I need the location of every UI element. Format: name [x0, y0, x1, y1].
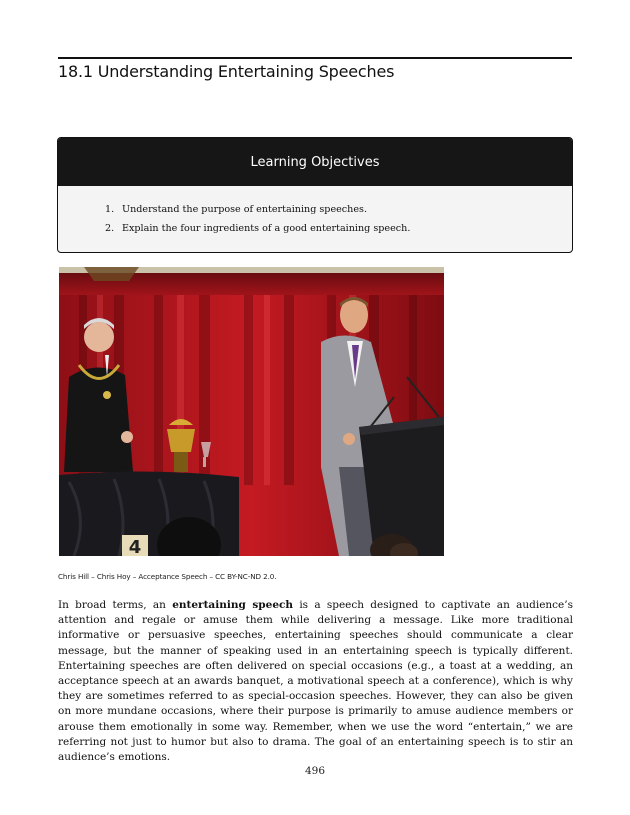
photo-caption: Chris Hill – Chris Hoy – Acceptance Speech – CC BY-NC-ND 2.0. [58, 572, 277, 581]
speech-photo [59, 267, 444, 556]
list-item [105, 200, 572, 219]
body-intro: In broad terms, an [58, 599, 173, 611]
list-item-number: 1. [105, 204, 115, 215]
lectern [359, 417, 444, 556]
list-item [105, 219, 572, 238]
key-term: entertaining speech [172, 599, 294, 611]
table-number: 4 [128, 537, 142, 556]
section-title: 18.1 Understanding Entertaining Speeches [58, 62, 395, 81]
learning-objectives-heading: Learning Objectives [58, 138, 572, 186]
top-rule [58, 57, 572, 59]
learning-objectives-list [58, 186, 572, 238]
list-item-text: Understand the purpose of entertaining speeches. [122, 204, 368, 215]
page-number: 496 [304, 765, 326, 777]
body-paragraph [58, 598, 573, 765]
body-text: is a speech designed to captivate an audience’s attention and regale or amuse them while delivering a message. Like more traditional informative or persuasive speeches, entertaining speeches should communicate a clear message, but the manner of speaking used in an entertaining speech is typically different. Entertaining speeches are often delivered on special occasions (e.g., a toast at a wedding, an acceptance speech at an awards banquet, a motivational speech at a conference), which is why they are sometimes referred to as special-occasion speeches. However, they can also be given on more mundane occasions, where their purpose is primarily to amuse audience members or arouse them emotionally in some way. Remember, when we use the word “entertain,” we are referring not just to humor but also to drama. The goal of an entertaining speech is to stir an audience’s emotions. [58, 599, 573, 764]
list-item-text: Explain the four ingredients of a good entertaining speech. [122, 223, 411, 234]
list-item-number: 2. [105, 223, 115, 234]
table-number-sign [122, 535, 148, 556]
learning-objectives-box [57, 137, 573, 253]
